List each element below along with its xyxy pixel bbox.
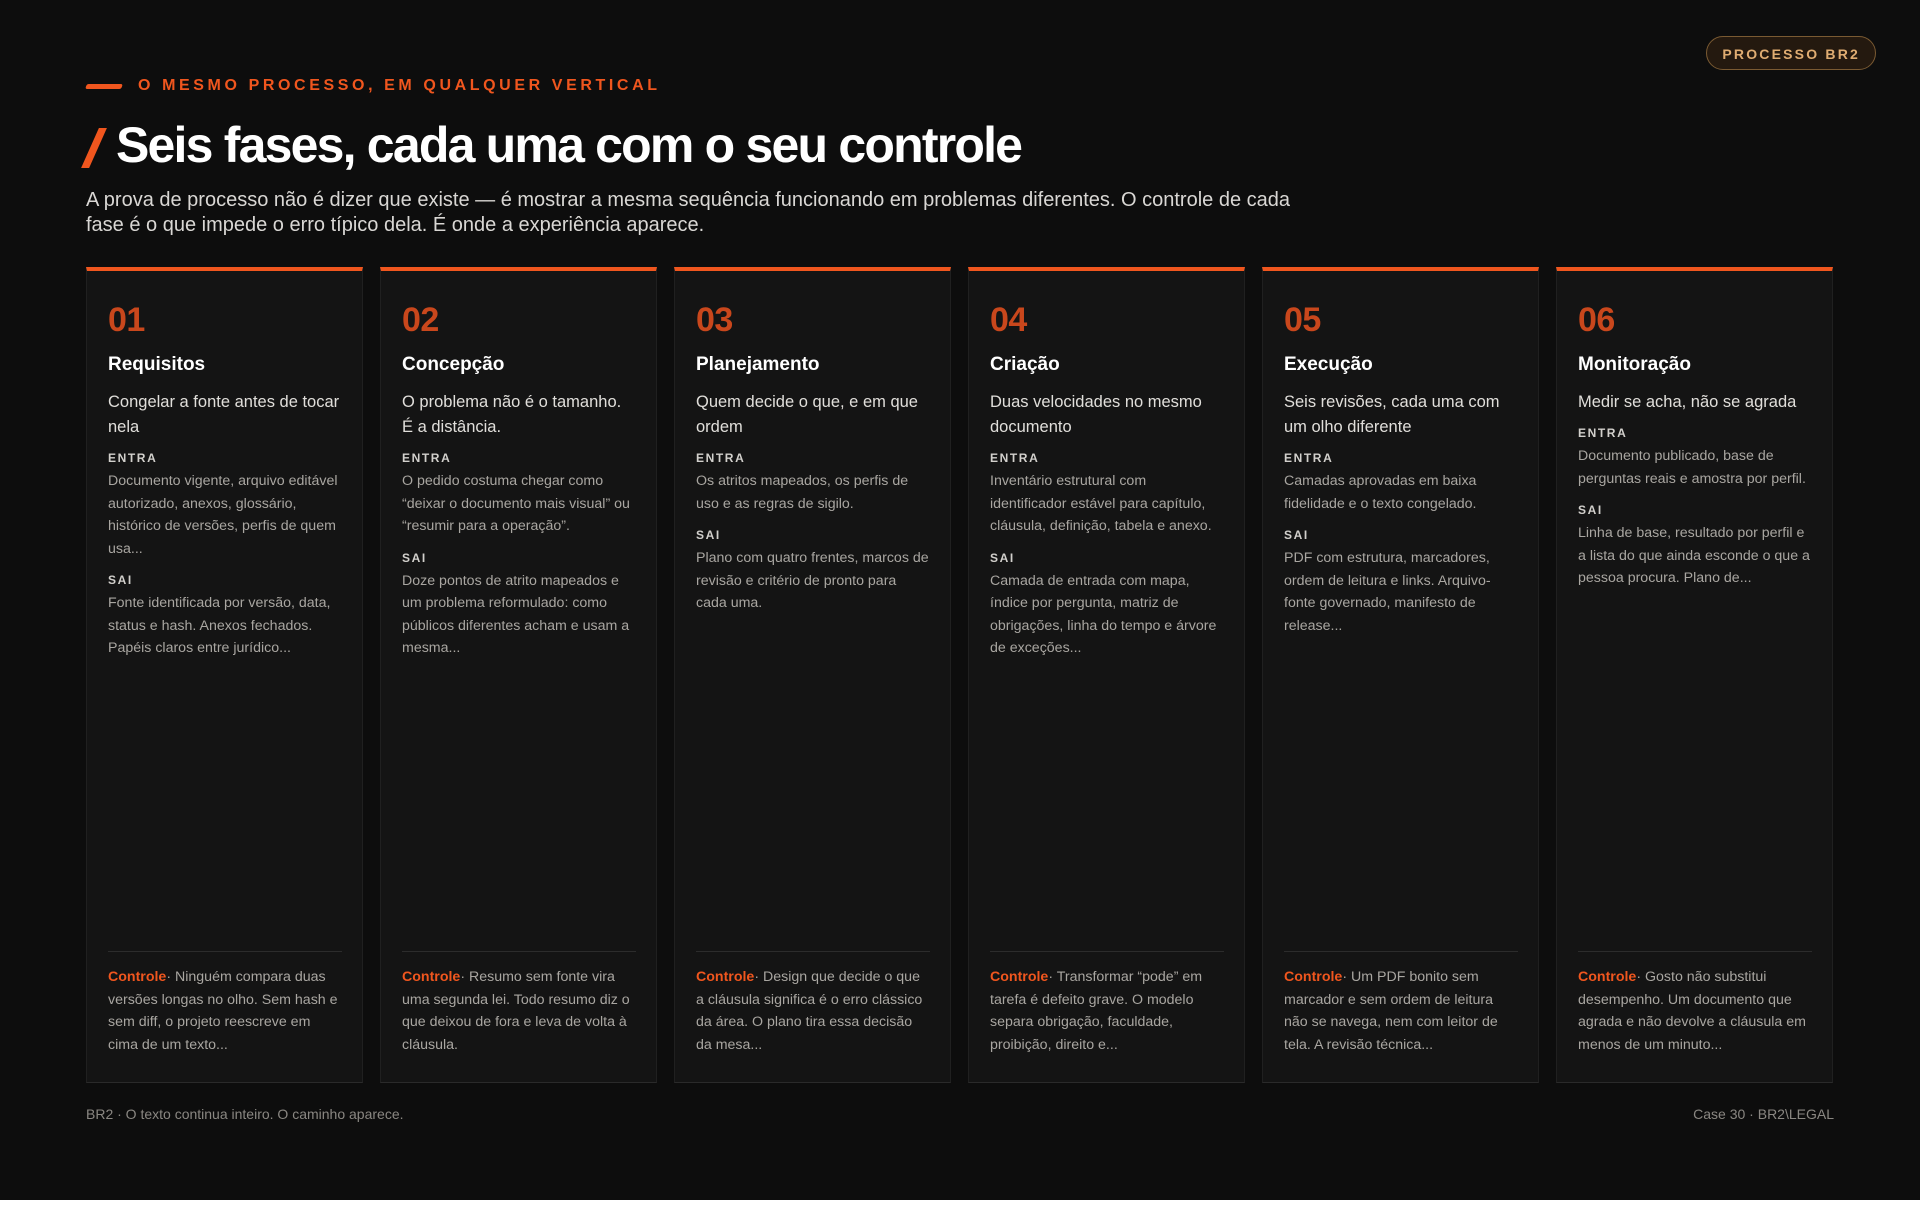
control-label: Controle xyxy=(402,969,461,985)
control-text: · Transformar “pode” em tarefa é defeito grave. O modelo separa obrigação, faculdade, proibição, direito e... xyxy=(990,969,1203,1053)
phase-goal: Quem decide o que, e em que ordem xyxy=(696,393,918,436)
phase-body xyxy=(990,301,1224,660)
sai-label: SAI xyxy=(402,550,427,565)
eyebrow-text: O MESMO PROCESSO, EM QUALQUER VERTICAL xyxy=(138,77,661,94)
footer-tagline: BR2 · O texto continua inteiro. O caminho aparece. xyxy=(86,1106,404,1122)
control-label: Controle xyxy=(108,969,167,985)
control-text: · Ninguém compara duas versões longas no olho. Sem hash e sem diff, o projeto reescreve em cima de um texto... xyxy=(108,969,338,1053)
phase-number: 01 xyxy=(108,301,145,339)
phase-goal: Medir se acha, não se agrada xyxy=(1578,393,1797,411)
phase-goal: O problema não é o tamanho. É a distância. xyxy=(402,393,622,436)
phase-body xyxy=(108,301,342,660)
phase-card-planejamento xyxy=(674,267,951,1083)
sai-label: SAI xyxy=(1578,503,1603,517)
sai-text: Camada de entrada com mapa, índice por pergunta, matriz de obrigações, linha do tempo e árvore de exceções... xyxy=(990,572,1217,656)
entra-text: Camadas aprovadas em baixa fidelidade e o texto congelado. xyxy=(1284,473,1477,512)
entra-label: ENTRA xyxy=(402,451,452,465)
entra-label: ENTRA xyxy=(108,451,158,465)
entra-text: Inventário estrutural com identificador estável para capítulo, cláusula, definição, tabela e anexo. xyxy=(990,473,1212,534)
control-text: · Resumo sem fonte vira uma segunda lei. Todo resumo diz o que deixou de fora e leva de volta à cláusula. xyxy=(402,969,630,1053)
phase-number: 06 xyxy=(1578,301,1615,339)
phase-body xyxy=(696,301,930,615)
sai-label: SAI xyxy=(108,573,133,587)
entra-label: ENTRA xyxy=(696,451,746,465)
phase-name: Monitoração xyxy=(1578,354,1691,375)
accent-dash-icon xyxy=(85,84,123,89)
phase-card-monitoracao xyxy=(1556,267,1833,1083)
phase-card-execucao xyxy=(1262,267,1539,1083)
entra-text: Os atritos mapeados, os perfis de uso e as regras de sigilo. xyxy=(696,473,909,512)
sai-label: SAI xyxy=(696,528,721,542)
entra-label: ENTRA xyxy=(1578,426,1628,440)
phase-body xyxy=(402,301,636,660)
entra-text: Documento vigente, arquivo editável autorizado, anexos, glossário, histórico de versões, perfis de quem usa... xyxy=(108,473,338,557)
phase-name: Requisitos xyxy=(108,354,206,375)
control-note xyxy=(1284,951,1518,1056)
phase-name: Execução xyxy=(1284,354,1373,375)
control-note xyxy=(1578,951,1812,1056)
phase-body xyxy=(1284,301,1518,637)
control-note xyxy=(696,951,930,1056)
sai-label: SAI xyxy=(1284,528,1309,542)
phase-card-requisitos xyxy=(86,267,363,1083)
sai-text: Doze pontos de atrito mapeados e um problema reformulado: como públicos diferentes acham e usam a mesma... xyxy=(402,572,630,656)
footer-case-label: Case 30 · BR2\LEGAL xyxy=(1693,1106,1834,1122)
phase-number: 05 xyxy=(1284,301,1321,339)
entra-label: ENTRA xyxy=(990,451,1040,465)
phase-card-concepcao xyxy=(380,267,657,1083)
sai-label: SAI xyxy=(990,550,1015,565)
phase-number: 03 xyxy=(696,301,733,339)
control-label: Controle xyxy=(1578,969,1637,985)
control-label: Controle xyxy=(696,969,755,985)
entra-text: O pedido costuma chegar como “deixar o documento mais visual” ou “resumir para a operação”. xyxy=(402,473,630,534)
sai-text: PDF com estrutura, marcadores, ordem de leitura e links. Arquivo-fonte governado, manifesto de release... xyxy=(1284,550,1491,634)
control-note xyxy=(402,951,636,1056)
process-badge: PROCESSO BR2 xyxy=(1706,36,1876,70)
control-label: Controle xyxy=(990,969,1049,985)
title-row xyxy=(80,116,1021,174)
phase-name: Planejamento xyxy=(696,354,820,375)
control-note xyxy=(108,951,342,1056)
phase-goal: Seis revisões, cada uma com um olho diferente xyxy=(1284,393,1500,436)
control-note xyxy=(990,951,1224,1056)
phase-goal: Congelar a fonte antes de tocar nela xyxy=(108,393,340,436)
sai-text: Linha de base, resultado por perfil e a lista do que ainda esconde o que a pessoa procura. Plano de... xyxy=(1578,525,1810,586)
phase-columns xyxy=(86,267,1833,1083)
control-text: · Um PDF bonito sem marcador e sem ordem de leitura não se navega, nem com leitor de tela. A revisão técnica... xyxy=(1284,969,1498,1053)
control-text: · Design que decide o que a cláusula significa é o erro clássico da área. O plano tira essa decisão da mesa... xyxy=(696,969,923,1053)
control-label: Controle xyxy=(1284,969,1343,985)
sai-text: Plano com quatro frentes, marcos de revisão e critério de pronto para cada uma. xyxy=(696,550,929,611)
phase-name: Concepção xyxy=(402,354,505,375)
entra-label: ENTRA xyxy=(1284,451,1334,465)
phase-body xyxy=(1578,301,1812,590)
phase-number: 04 xyxy=(990,301,1027,339)
phase-goal: Duas velocidades no mesmo documento xyxy=(990,393,1202,436)
entra-text: Documento publicado, base de perguntas reais e amostra por perfil. xyxy=(1578,448,1806,487)
slash-accent-icon xyxy=(81,128,107,168)
page-title: Seis fases, cada uma com o seu controle xyxy=(116,117,1022,173)
control-text: · Gosto não substitui desempenho. Um documento que agrada e não devolve a cláusula em menos de um minuto... xyxy=(1578,969,1806,1053)
lead-paragraph: A prova de processo não é dizer que existe — é mostrar a mesma sequência funcionando em problemas diferentes. O controle de cada fase é o que impede o erro típico dela. É onde a experiência aparece. xyxy=(86,189,1291,236)
sai-text: Fonte identificada por versão, data, status e hash. Anexos fechados. Papéis claros entre jurídico... xyxy=(108,595,331,656)
phase-card-criacao xyxy=(968,267,1245,1083)
eyebrow xyxy=(86,77,661,95)
phase-number: 02 xyxy=(402,301,439,339)
phase-name: Criação xyxy=(990,354,1060,375)
